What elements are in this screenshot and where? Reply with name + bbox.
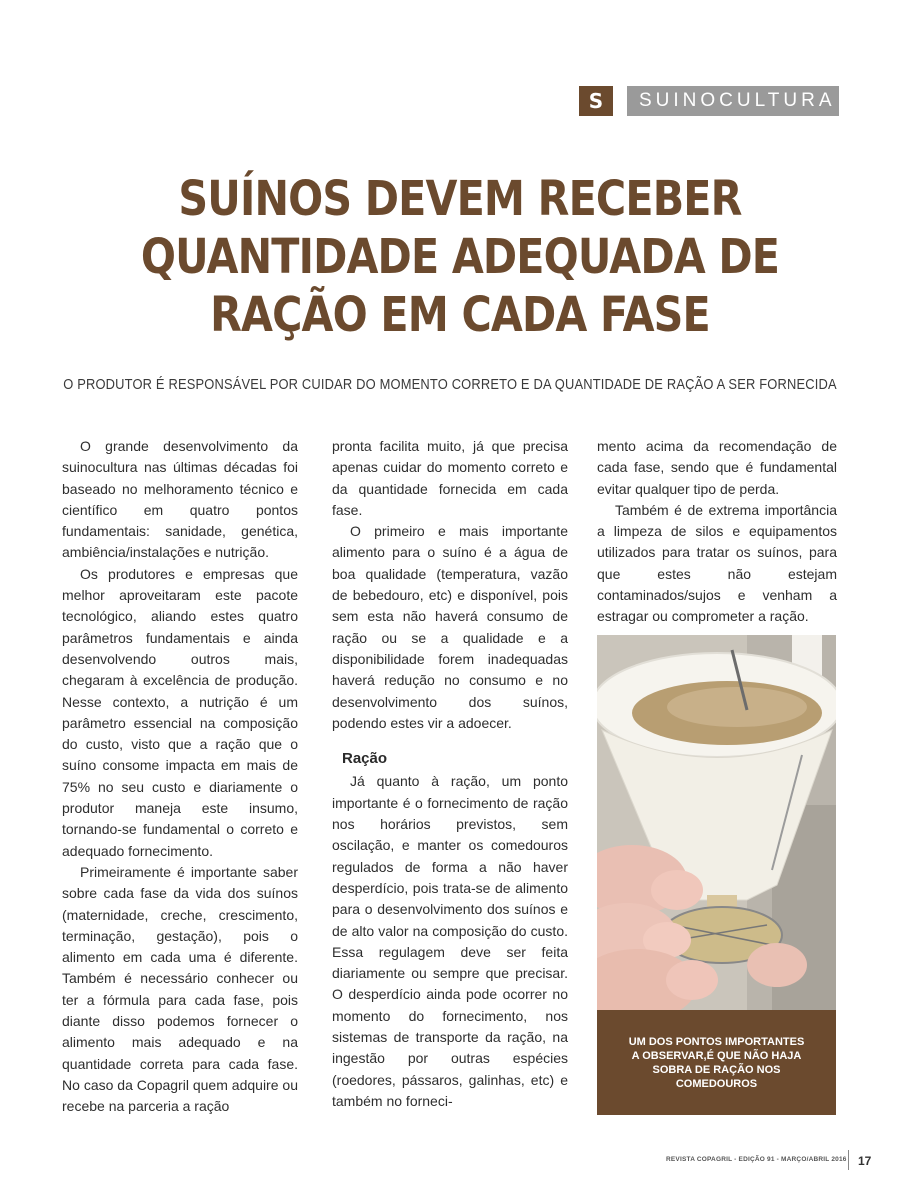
paragraph: O primeiro e mais importante alimento para o suíno é a água de boa qualidade (temperatura, vazão de bebedouro, etc) e disponível, pois sem esta não haverá consumo de ração ou se a qualidade e a disponibilidade forem inadequadas haverá redução no consumo e no desenvolvimento dos suínos, podendo estes vir a adoecer. — [332, 523, 568, 731]
photo-caption: UM DOS PONTOS IMPORTANTES A OBSERVAR,É QUE NÃO HAJA SOBRA DE RAÇÃO NOS COMEDOUROS — [597, 1010, 836, 1115]
article-subtitle: O PRODUTOR É RESPONSÁVEL POR CUIDAR DO MOMENTO CORRETO E DA QUANTIDADE DE RAÇÃO A SER FORNECIDA — [63, 376, 837, 393]
section-name: SUINOCULTURA — [627, 86, 839, 116]
feeder-photo — [597, 635, 836, 1011]
section-tag — [579, 86, 839, 116]
section-heading: Ração — [342, 750, 388, 768]
page-number: 17 — [858, 1154, 872, 1168]
text-column-1 — [62, 436, 298, 1118]
section-letter: S — [579, 86, 613, 116]
paragraph: Os produtores e empresas que melhor aproveitaram este pacote tecnológico, aliando estes quatro parâmetros fundamentais e ainda desenvolvendo outros mais, chegaram à excelência de produção. Nesse contexto, a nutrição é um parâmetro essencial na composição do custo, visto que a ração que o suíno consome impacta em mais de 75% no seu custo e diariamente o produtor maneja este insumo, tornando-se fundamental o correto e adequado fornecimento. — [62, 565, 298, 859]
title-line: SUÍNOS DEVEM RECEBER — [178, 171, 742, 227]
paragraph: Já quanto à ração, um ponto importante é o fornecimento de ração nos horários previstos, sem oscilação, e manter os comedouros regulados de forma a não haver desperdício, pois trata-se de alimento para o desenvolvimento dos suínos e de alto valor na composição do custo. Essa regulagem deve ser feita diariamente ou sempre que precisar. O desperdício ainda pode ocorrer no momento do fornecimento, nos sistemas de transporte da ração, na ingestão por outras espécies (roedores, pássaros, galinhas, etc) e também no forneci- — [332, 773, 568, 1109]
paragraph: mento acima da recomendação de cada fase, sendo que é fundamental evitar qualquer tipo de perda. — [597, 438, 837, 497]
footer-divider — [848, 1150, 849, 1170]
feeder-illustration — [597, 635, 836, 1011]
paragraph: Primeiramente é importante saber sobre cada fase da vida dos suínos (maternidade, creche, crescimento, terminação, gestação), pois o alimento em cada uma é diferente. Também é necessário conhecer ou ter a fórmula para cada fase, pois diante disso podemos fornecer o alimento mais adequado e na quantidade correta para cada fase. No caso da Copagril quem adquire ou recebe na parceria a ração — [62, 863, 298, 1115]
title-line: RAÇÃO EM CADA FASE — [210, 287, 710, 343]
text-column-3 — [597, 436, 837, 628]
text-column-2 — [332, 436, 568, 1112]
paragraph: Também é de extrema importância a limpeza de silos e equipamentos utilizados para tratar os suínos, para que estes não estejam contaminados/sujos e venham a estragar ou comprometer a ração. — [597, 501, 837, 625]
paragraph: O grande desenvolvimento da suinocultura nas últimas décadas foi baseado no melhoramento técnico e científico em quatro pontos fundamentais: sanidade, genética, ambiência/instalações e nutrição. — [62, 438, 298, 561]
footer-magazine: REVISTA COPAGRIL - EDIÇÃO 91 - MARÇO/ABRIL 2016 — [666, 1156, 847, 1163]
title-line: QUANTIDADE ADEQUADA DE — [140, 229, 780, 285]
paragraph: pronta facilita muito, já que precisa apenas cuidar do momento correto e da quantidade fornecida em cada fase. — [332, 438, 568, 518]
article-title — [116, 170, 804, 344]
